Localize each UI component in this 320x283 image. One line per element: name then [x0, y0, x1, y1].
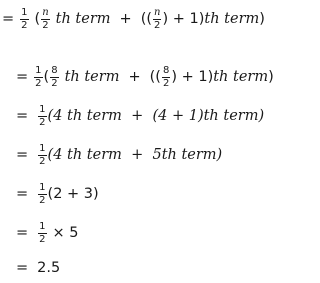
- step-4: [16, 140, 222, 170]
- equals-sign: =: [16, 108, 29, 124]
- fraction-half: $\frac{1}{2}$: [35, 64, 42, 89]
- term-text: th term: [64, 69, 120, 85]
- fraction-n-over-2: $\frac{n}{2}$: [42, 6, 49, 31]
- term-text: th term: [55, 11, 111, 27]
- step-5: [16, 179, 99, 209]
- equals-sign: =: [16, 69, 29, 85]
- fraction-half: $\frac{1}{2}$: [39, 181, 46, 206]
- term-text: th term: [204, 11, 260, 27]
- step-2: = $\frac{1}{2}$ ( $\frac{8}{2}$ th term + (( $\frac{8}{2}$ ) + 1) th term ): [16, 64, 274, 89]
- fraction-n-over-2: $\frac{n}{2}$: [154, 6, 161, 31]
- fraction-half: $\frac{1}{2}$: [39, 220, 46, 245]
- step-6: [16, 218, 79, 248]
- step-7: [16, 253, 60, 283]
- expression: × 5: [52, 225, 79, 241]
- fraction-8-over-2: $\frac{8}{2}$: [162, 64, 170, 89]
- equals-sign: =: [2, 11, 15, 27]
- fraction-half: $\frac{1}{2}$: [21, 6, 28, 31]
- step-1: = $\frac{1}{2}$ ( $\frac{n}{2}$ th term + (( $\frac{n}{2}$ ) + 1) th term ): [2, 6, 265, 31]
- expression: (4 th term + (4 + 1)th term): [47, 108, 265, 124]
- equals-sign: =: [16, 186, 29, 202]
- expression: (2 + 3): [47, 186, 99, 202]
- equals-sign: =: [16, 147, 29, 163]
- step-3: [16, 101, 264, 131]
- term-text: th term: [213, 69, 269, 85]
- fraction-8-over-2: $\frac{8}{2}$: [51, 64, 58, 89]
- result-value: 2.5: [37, 260, 61, 276]
- equals-sign: =: [16, 225, 29, 241]
- expression: (4 th term + 5th term): [47, 147, 223, 163]
- fraction-half: $\frac{1}{2}$: [39, 142, 46, 167]
- fraction-half: $\frac{1}{2}$: [39, 103, 46, 128]
- equals-sign: =: [16, 260, 29, 276]
